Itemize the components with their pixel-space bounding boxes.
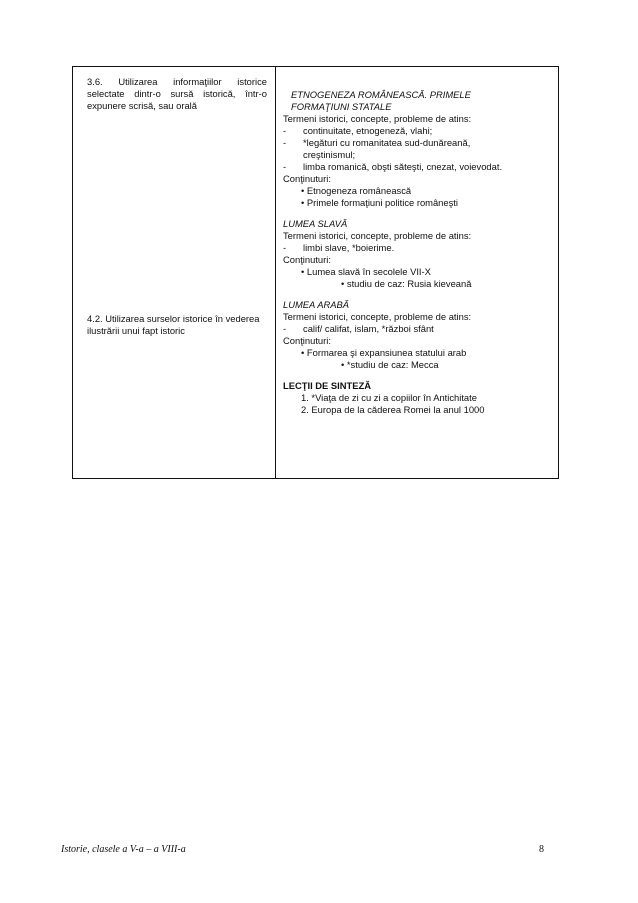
terms-heading: Termeni istorici, concepte, probleme de atins: — [283, 113, 472, 124]
section-title-cont: FORMAŢIUNI STATALE — [291, 101, 392, 112]
term-item — [283, 137, 553, 149]
term-item — [283, 323, 553, 335]
term-text: limba romanică, obşti săteşti, cnezat, voievodat. — [303, 161, 503, 172]
terms-heading: Termeni istorici, concepte, probleme de atins: — [283, 230, 472, 241]
section-title-lumea-araba: LUMEA ARABĂ — [283, 299, 349, 310]
section-etnogeneza — [283, 89, 553, 416]
dash-marker: - — [283, 323, 287, 334]
case-study-item: • studiu de caz: Rusia kieveană — [341, 278, 472, 289]
content-item: • Formarea şi expansiunea statului arab — [301, 347, 467, 358]
content-heading: Conţinuturi: — [283, 173, 331, 184]
content-item: • Etnogeneza românească — [301, 185, 412, 196]
section-title-lectii-sinteza: LECŢII DE SINTEZĂ — [283, 380, 372, 391]
column-divider — [275, 67, 276, 478]
term-text: calif/ califat, islam, *război sfânt — [303, 323, 434, 334]
synthesis-item: 1. *Viaţa de zi cu zi a copiilor în Antichitate — [301, 392, 477, 403]
synthesis-item: 2. Europa de la căderea Romei la anul 1000 — [301, 404, 485, 415]
page-number: 8 — [539, 844, 544, 855]
content-heading: Conţinuturi: — [283, 335, 331, 346]
content-heading: Conţinuturi: — [283, 254, 331, 265]
term-text: *legături cu romanitatea sud-dunăreană, — [303, 137, 471, 148]
term-text: continuitate, etnogeneză, vlahi; — [303, 125, 433, 136]
curriculum-table — [72, 66, 559, 479]
term-text-cont: creştinismul; — [303, 149, 356, 160]
section-title-lumea-slava: LUMEA SLAVĂ — [283, 218, 348, 229]
content-item: • Lumea slavă în secolele VII-X — [301, 266, 431, 277]
dash-marker: - — [283, 125, 287, 136]
dash-marker: - — [283, 137, 287, 148]
competency-4-2: 4.2. Utilizarea surselor istorice în vederea ilustrării unui fapt istoric — [87, 313, 260, 336]
content-item: • Primele formaţiuni politice româneşti — [301, 197, 458, 208]
term-text: limbi slave, *boierime. — [303, 242, 395, 253]
competency-3-6: 3.6. Utilizarea informaţiilor istorice selectate dintr-o sursă istorică, într-o expunere scrisă, sau orală — [87, 76, 267, 111]
case-study-item: • *studiu de caz: Mecca — [341, 359, 439, 370]
footer-title: Istorie, clasele a V-a – a VIII-a — [61, 844, 186, 855]
section-title: ETNOGENEZA ROMÂNEASCĂ. PRIMELE — [291, 89, 471, 100]
term-item — [283, 161, 553, 173]
term-item — [283, 242, 553, 254]
dash-marker: - — [283, 242, 287, 253]
dash-marker: - — [283, 161, 287, 172]
terms-heading: Termeni istorici, concepte, probleme de atins: — [283, 311, 472, 322]
term-item — [283, 125, 553, 137]
